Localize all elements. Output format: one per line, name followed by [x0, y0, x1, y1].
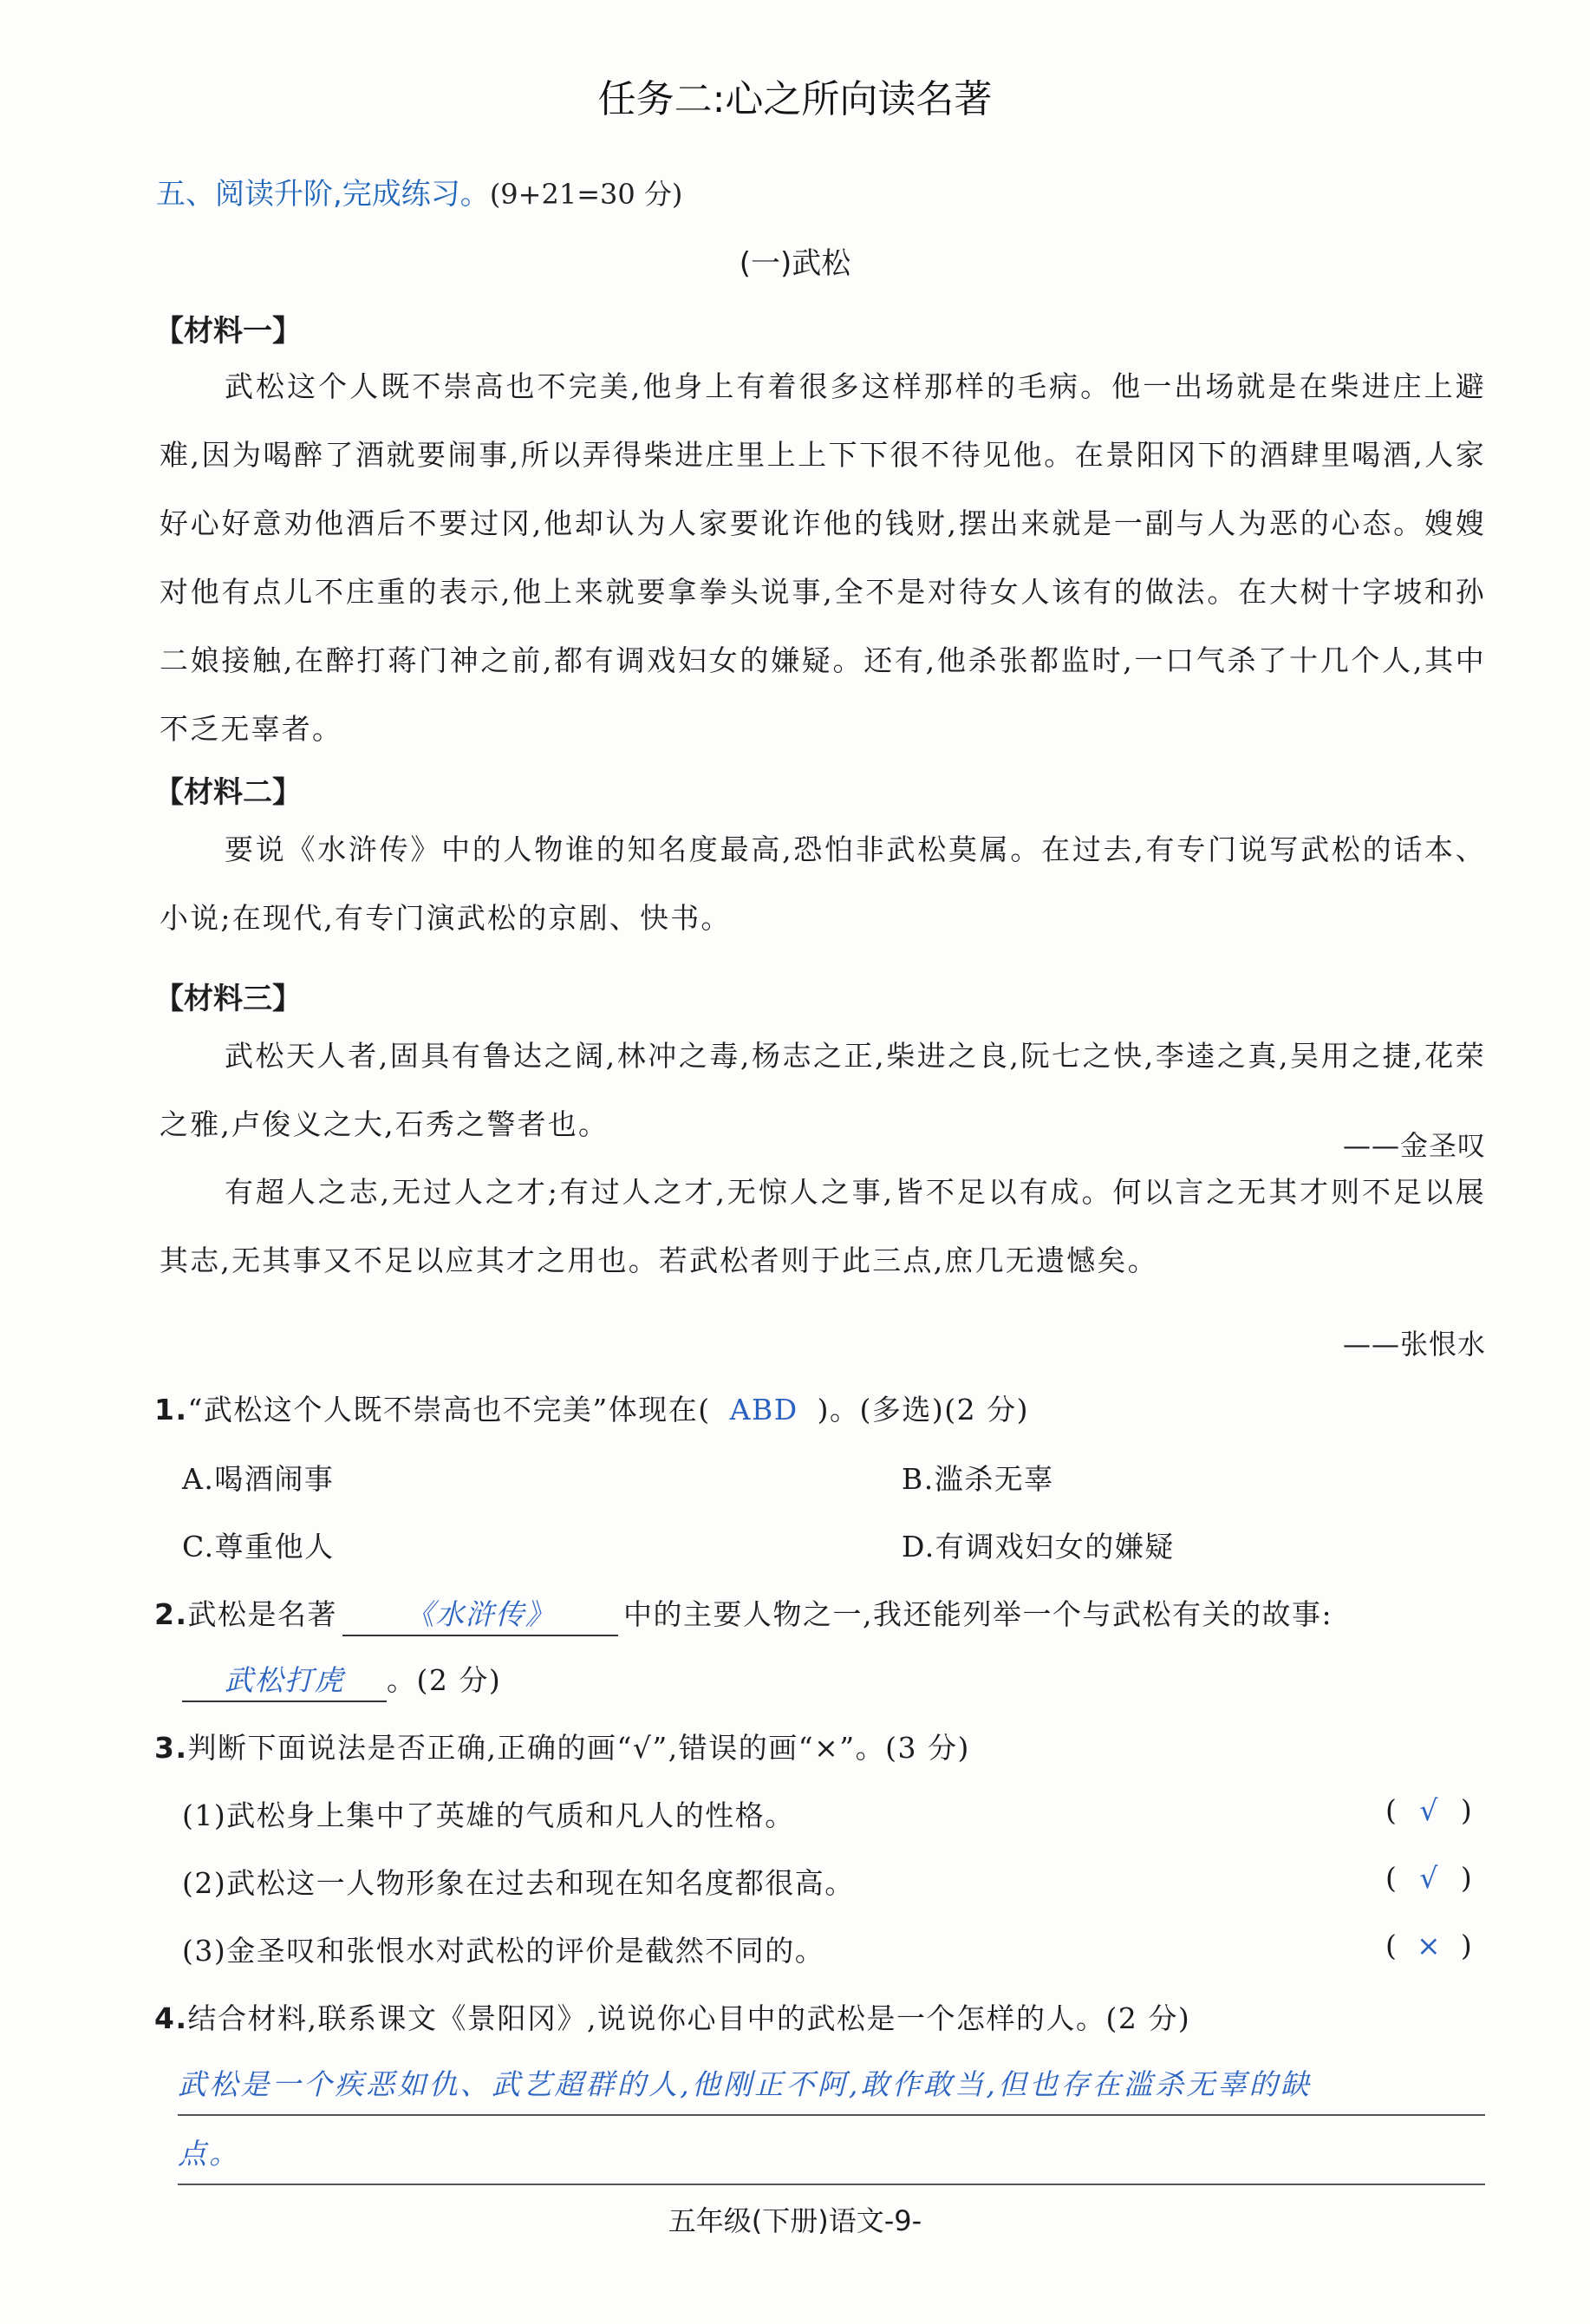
question-2-number: 2. — [154, 1597, 188, 1631]
question-3 — [154, 1726, 970, 1766]
material-three-label: 【材料三】 — [154, 982, 302, 1016]
section-heading-text: 五、阅读升阶,完成练习。 — [156, 177, 490, 212]
material-three-text-1: 武松天人者,固具有鲁达之阔,林冲之毒,杨志之正,柴进之良,阮七之快,李逵之真,吴用之捷,花荣之雅,卢俊义之大,石秀之警者也。 — [160, 1039, 1486, 1141]
question-4-number: 4. — [154, 2001, 188, 2035]
question-1-tail: )。(多选)(2 分) — [817, 1393, 1030, 1426]
attribution-zhang-henshui: ——张恨水 — [1342, 1328, 1486, 1361]
judge-item-1-answer[interactable]: ( √ ) — [1385, 1793, 1472, 1827]
section-heading — [156, 170, 682, 212]
option-d: D.有调戏妇女的嫌疑 — [902, 1530, 1175, 1563]
attribution-jin-shengtan: ——金圣叹 — [1342, 1129, 1486, 1162]
question-4-answer-line-2[interactable]: 点。 — [178, 2131, 1485, 2185]
material-two-label: 【材料二】 — [154, 775, 302, 810]
judge-item-1: (1)武松身上集中了英雄的气质和凡人的性格。 — [182, 1798, 795, 1832]
material-one-label: 【材料一】 — [154, 314, 302, 349]
question-2-text: 武松是名著 — [187, 1597, 337, 1631]
judge-item-2: (2)武松这一人物形象在过去和现在知名度都很高。 — [182, 1866, 855, 1900]
question-1-text: “武松这个人既不崇高也不完美”体现在( — [187, 1393, 711, 1426]
question-2-answer-story[interactable]: 武松打虎 — [182, 1658, 387, 1702]
question-1-number: 1. — [154, 1393, 188, 1426]
material-two-text: 要说《水浒传》中的人物谁的知名度最高,恐怕非武松莫属。在过去,有专门说写武松的话本、小说;在现代,有专门演武松的京剧、快书。 — [160, 832, 1486, 935]
page-title: 任务二:心之所向读名著 — [597, 77, 993, 121]
material-three-text-2: 有超人之志,无过人之才;有过人之才,无惊人之事,皆不足以有成。何以言之无其才则不足以展其志,无其事又不足以应其才之用也。若武松者则于此三点,庶几无遗憾矣。 — [160, 1175, 1486, 1277]
judge-item-3-answer[interactable]: ( × ) — [1385, 1929, 1472, 1962]
passage-subtitle: (一)武松 — [739, 246, 851, 281]
cross-mark: × — [1417, 1929, 1441, 1962]
option-a: A.喝酒闹事 — [182, 1462, 335, 1496]
question-4 — [154, 1996, 1190, 2037]
material-one-text: 武松这个人既不崇高也不完美,他身上有着很多这样那样的毛病。他一出场就是在柴进庄上避难,因为喝醉了酒就要闹事,所以弄得柴进庄里上上下下很不待见他。在景阳冈下的酒肆里喝酒,人家好心好意劝他酒后不要过冈,他却认为人家要讹诈他的钱财,摆出来就是一副与人为恶的心态。嫂嫂对他有点儿不庄重的表示,他上来就要拿拳头说事,全不是对待女人该有的做法。在大树十字坡和孙二娘接触,在醉打蒋门神之前,都有调戏妇女的嫌疑。还有,他杀张都监时,一口气杀了十几个人,其中不乏无辜者。 — [160, 369, 1486, 746]
check-mark: √ — [1419, 1793, 1438, 1827]
question-2 — [154, 1592, 1333, 1636]
question-1 — [154, 1387, 1029, 1428]
question-2-text-middle: 中的主要人物之一,我还能列举一个与武松有关的故事: — [623, 1597, 1333, 1631]
question-3-text: 判断下面说法是否正确,正确的画“√”,错误的画“×”。(3 分) — [187, 1731, 970, 1765]
question-4-text: 结合材料,联系课文《景阳冈》,说说你心目中的武松是一个怎样的人。(2 分) — [187, 2001, 1191, 2035]
question-1-answer[interactable]: ABD — [729, 1393, 798, 1426]
check-mark: √ — [1419, 1861, 1438, 1895]
option-c: C.尊重他人 — [182, 1530, 335, 1563]
judge-item-2-answer[interactable]: ( √ ) — [1385, 1861, 1472, 1895]
question-2-answer-book[interactable]: 《水浒传》 — [342, 1592, 618, 1636]
question-3-number: 3. — [154, 1731, 188, 1765]
section-score: (9+21=30 分) — [489, 178, 683, 211]
option-b: B.滥杀无辜 — [902, 1462, 1054, 1496]
question-4-answer-line-1[interactable]: 武松是一个疾恶如仇、武艺超群的人,他刚正不阿,敢作敢当,但也存在滥杀无辜的缺 — [178, 2062, 1485, 2116]
question-2-tail: 。(2 分) — [387, 1663, 502, 1697]
page-footer: 五年级(下册)语文-9- — [668, 2204, 922, 2237]
judge-item-3: (3)金圣叹和张恨水对武松的评价是截然不同的。 — [182, 1934, 825, 1968]
question-2-line-2 — [182, 1658, 501, 1702]
